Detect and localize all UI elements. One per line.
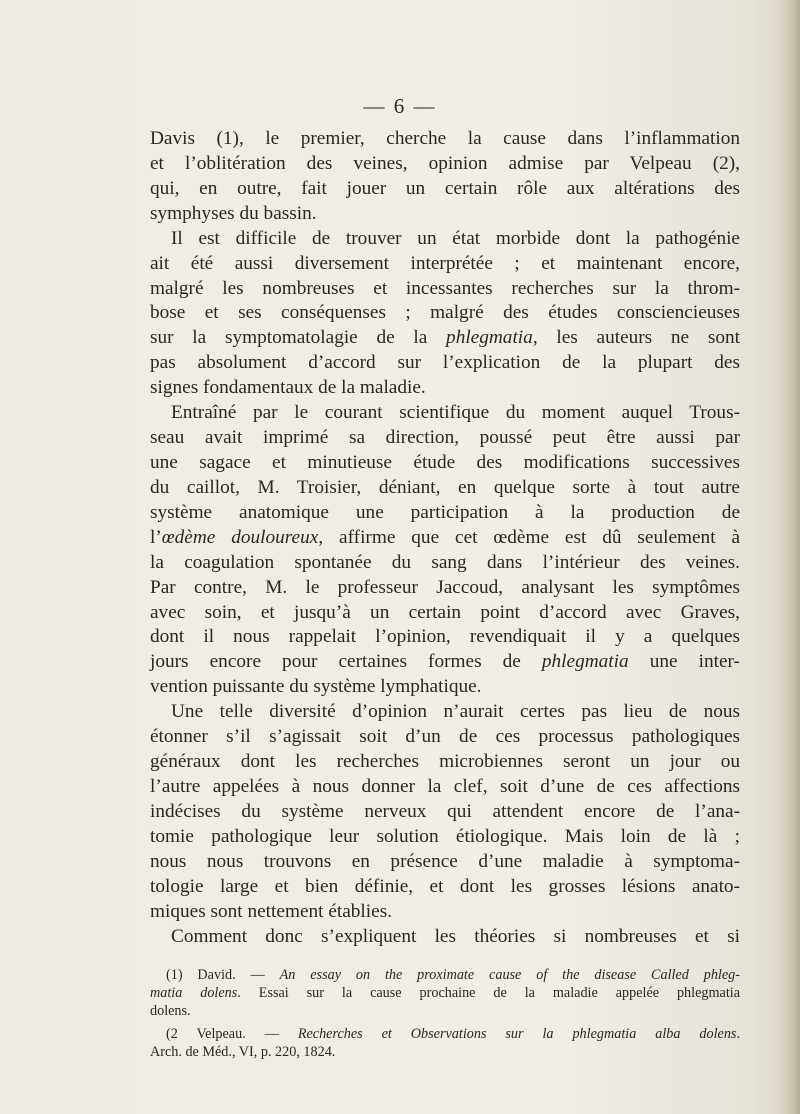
text-line: signes fondamentaux de la maladie. (150, 377, 426, 398)
footnote-line (150, 984, 740, 1002)
footnote-line: dolens. (150, 1003, 191, 1019)
text-line: dont il nous rappelait l’opinion, revendiquait il y a quelques (150, 626, 740, 647)
italic-term: œdème douloureux (161, 527, 319, 548)
text-run: , affirme que cet œdème est dû seulement à (318, 527, 740, 548)
text-line: Davis (1), le premier, cherche la cause dans l’inflammation (150, 128, 740, 149)
page-edge-shadow (778, 0, 800, 1114)
text-run: (2 Velpeau. — (166, 1026, 298, 1042)
text-line: nous nous trouvons en présence d’une maladie à symptoma- (150, 851, 740, 872)
text-line: Il est difficile de trouver un état morbide dont la pathogénie (171, 228, 740, 249)
text-line: symphyses du bassin. (150, 203, 317, 224)
italic-title: An essay on the proximate cause of the disease Called phleg- (279, 967, 740, 983)
page-number: — 6 — (363, 94, 437, 118)
text-line: système anatomique une participation à la production de (150, 502, 740, 523)
text-line: une sagace et minutieuse étude des modifications successives (150, 452, 740, 473)
text-line: Une telle diversité d’opinion n’aurait certes pas lieu de nous (171, 701, 740, 722)
text-run: (1) David. — (166, 967, 280, 983)
text-run: l’ (150, 527, 162, 548)
text-line: miques sont nettement établies. (150, 901, 393, 922)
text-line: ait été aussi diversement interprétée ; et maintenant encore, (150, 253, 740, 274)
text-line: tologie large et bien définie, et dont les grosses lésions anato- (150, 876, 740, 897)
italic-title: Recherches et Observations sur la phlegmatia alba dolens (297, 1026, 737, 1042)
footnote-line: Arch. de Méd., VI, p. 220, 1824. (150, 1044, 336, 1060)
text-line: indécises du système nerveux qui attendent encore de l’ana- (150, 801, 740, 822)
text-run: jours encore pour certaines formes de (150, 651, 542, 672)
italic-term: phlegmatia (446, 327, 533, 348)
italic-term: phlegmatia (541, 651, 629, 672)
text-line (150, 651, 740, 673)
text-line: l’autre appelées à nous donner la clef, soit d’une de ces affections (150, 776, 740, 797)
text-line: avec soin, et jusqu’à un certain point d’accord avec Graves, (150, 602, 740, 623)
text-run: , les auteurs ne sont (532, 327, 740, 348)
text-line: vention puissante du système lymphatique. (150, 676, 482, 697)
text-line (150, 327, 740, 349)
text-run: . Essai sur la cause prochaine de la maladie appelée phlegmatia (237, 985, 740, 1001)
text-line: bose et ses conséquenses ; malgré des études consciencieuses (150, 302, 740, 323)
text-run: sur la symptomatolagie de la (150, 327, 447, 348)
footnote-line (166, 966, 740, 984)
text-line: malgré les nombreuses et incessantes recherches sur la throm- (150, 278, 740, 299)
text-line: tomie pathologique leur solution étiologique. Mais loin de là ; (150, 826, 740, 847)
italic-title: matia dolens (150, 985, 238, 1001)
text-line: pas absolument d’accord sur l’explication de la plupart des (150, 352, 740, 373)
text-line: seau avait imprimé sa direction, poussé peut être aussi par (150, 427, 740, 448)
text-line: Entraîné par le courant scientifique du moment auquel Trous- (171, 402, 740, 423)
text-run: une inter- (628, 651, 740, 672)
text-line: Comment donc s’expliquent les théories si nombreuses et si (171, 926, 740, 947)
text-line: du caillot, M. Troisier, déniant, en quelque sorte à tout autre (150, 477, 740, 498)
text-line: qui, en outre, fait jouer un certain rôle aux altérations des (150, 178, 740, 199)
footnote-line (166, 1025, 740, 1043)
text-line: Par contre, M. le professeur Jaccoud, analysant les symptômes (150, 577, 740, 598)
text-line: et l’oblitération des veines, opinion admise par Velpeau (2), (150, 153, 740, 174)
text-line: généraux dont les recherches microbiennes seront un jour ou (150, 751, 740, 772)
text-line (150, 527, 740, 549)
text-line: la coagulation spontanée du sang dans l’intérieur des veines. (150, 552, 740, 573)
text-run: . (736, 1026, 740, 1042)
text-line: étonner s’il s’agissait soit d’un de ces processus pathologiques (150, 726, 740, 747)
